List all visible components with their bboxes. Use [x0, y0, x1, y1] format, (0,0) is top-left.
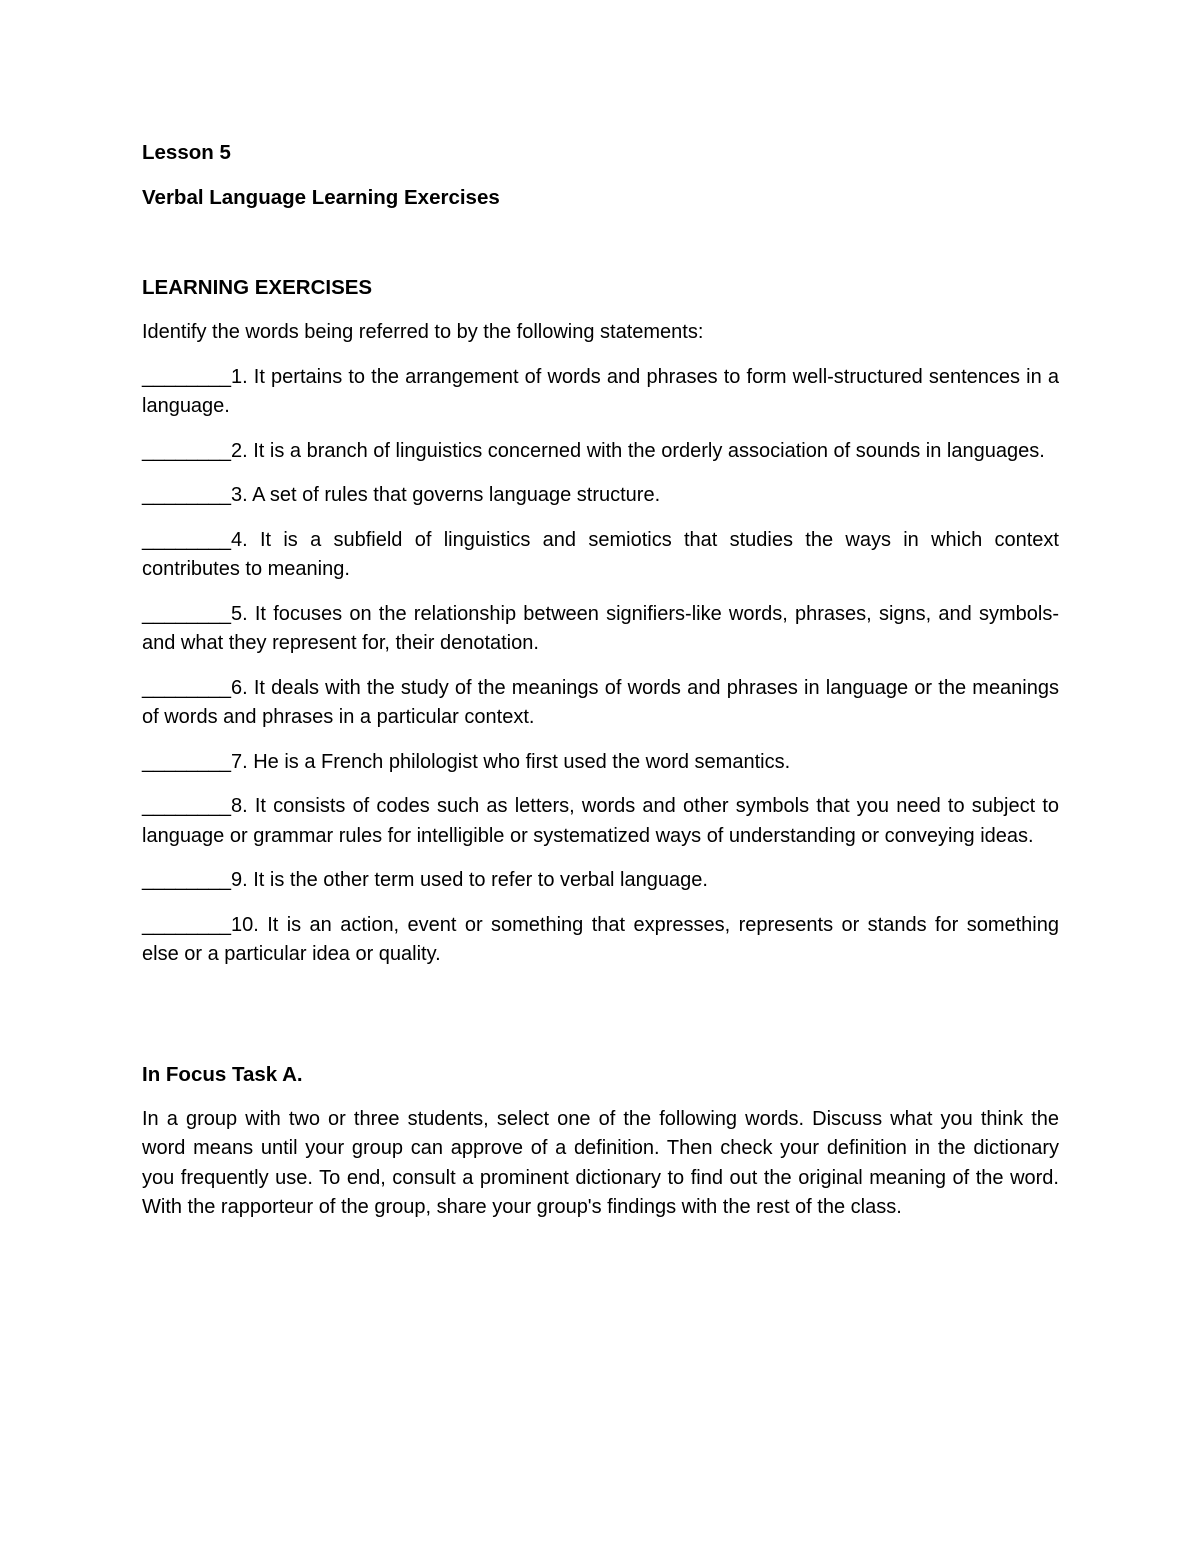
exercise-item-3 [142, 481, 1059, 511]
answer-blank: ________ [142, 750, 231, 773]
exercise-statement: 2. It is a branch of linguistics concerned with the orderly association of sounds in languages. [230, 439, 1045, 462]
lesson-title: Lesson 5 [142, 141, 231, 164]
exercise-item-8 [142, 792, 1059, 851]
exercise-list [142, 363, 1059, 970]
lesson-subtitle: Verbal Language Learning Exercises [142, 186, 500, 209]
answer-blank: ________ [142, 365, 231, 388]
task-body: In a group with two or three students, select one of the following words. Discuss what you think the word means until your group can approve of a definition. Then check your definition in the dictionary you frequently use. To end, consult a prominent dictionary to find out the original meaning of the word. With the rapporteur of the group, share your group's findings with the rest of the class. [142, 1107, 1059, 1218]
exercises-heading: LEARNING EXERCISES [142, 276, 373, 299]
exercise-item-7 [142, 748, 1059, 778]
exercise-item-5 [142, 600, 1059, 659]
exercise-statement: 6. It deals with the study of the meanings of words and phrases in language or the meanings of words and phrases in a particular context. [142, 676, 1059, 728]
answer-blank: ________ [142, 795, 231, 817]
exercise-item-1 [142, 363, 1059, 422]
answer-blank: ________ [142, 913, 231, 936]
exercise-statement: 10. It is an action, event or something that expresses, represents or stands for something else or a particular idea or quality. [142, 913, 1059, 965]
answer-blank: ________ [142, 439, 231, 462]
exercise-item-4 [142, 526, 1059, 585]
exercise-statement: 1. It pertains to the arrangement of words and phrases to form well-structured sentences in a language. [142, 365, 1059, 417]
answer-blank: ________ [142, 484, 231, 506]
task-heading: In Focus Task A. [142, 1062, 303, 1086]
exercise-statement: 9. It is the other term used to refer to verbal language. [230, 869, 708, 891]
exercise-statement: 4. It is a subfield of linguistics and semiotics that studies the ways in which context contributes to meaning. [142, 528, 1059, 580]
exercise-item-2 [142, 437, 1059, 467]
exercises-instruction: Identify the words being referred to by the following statements: [142, 321, 704, 343]
document-page [142, 138, 1059, 1223]
answer-blank: ________ [142, 869, 231, 891]
exercise-statement: 8. It consists of codes such as letters, words and other symbols that you need to subject to language or grammar rules for intelligible or systematized ways of understanding or conveying ideas. [142, 795, 1059, 847]
exercise-statement: 5. It focuses on the relationship between signifiers-like words, phrases, signs, and symbols-and what they represent for, their denotation. [142, 602, 1059, 654]
exercise-item-6 [142, 674, 1059, 733]
answer-blank: ________ [142, 528, 231, 551]
answer-blank: ________ [142, 602, 231, 625]
exercise-item-9 [142, 866, 1059, 896]
exercise-statement: 7. He is a French philologist who first used the word semantics. [230, 750, 791, 773]
exercise-statement: 3. A set of rules that governs language structure. [230, 484, 661, 506]
answer-blank: ________ [142, 676, 231, 699]
exercise-item-10 [142, 911, 1059, 970]
